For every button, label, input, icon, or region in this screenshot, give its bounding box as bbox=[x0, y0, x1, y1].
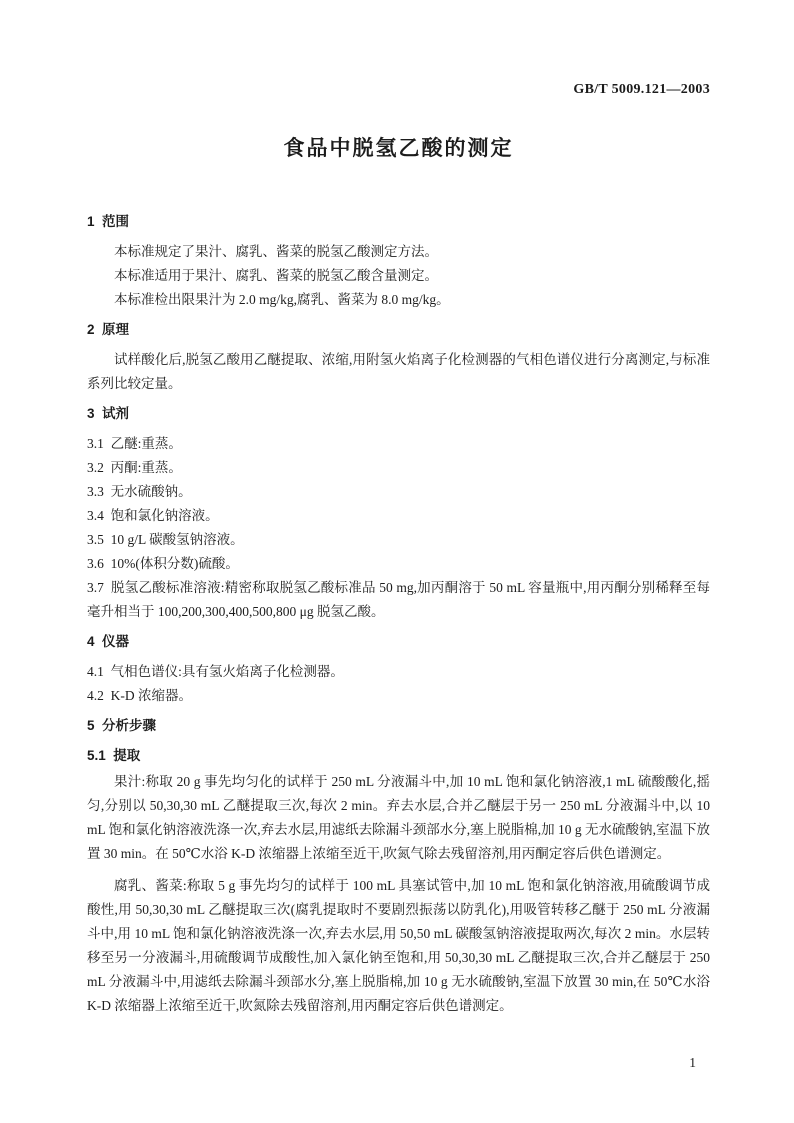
document-title: 食品中脱氢乙酸的测定 bbox=[283, 137, 514, 160]
clause: 4.1 气相色谱仪:具有氢火焰离子化检测器。 bbox=[87, 664, 344, 679]
section-apparatus bbox=[87, 630, 710, 708]
section-procedure bbox=[87, 714, 714, 1018]
paragraph: 本标准适用于果汁、腐乳、酱菜的脱氢乙酸含量测定。 bbox=[114, 268, 438, 283]
subsection-heading: 5.1 提取 bbox=[87, 748, 141, 763]
paragraph: 果汁:称取 20 g 事先均匀化的试样于 250 mL 分液漏斗中,加 10 mL 饱和氯化钠溶液,1 mL 硫酸酸化,摇匀,分别以 50,30,30 mL 乙醚提取三次,每次 2 min。弃去水层,合并乙醚层于另一 250 mL 分液漏斗中,以 10 mL 饱和氯化钠溶液洗涤一次,弃去水层,用滤纸去除漏斗颈部水分,塞上脱脂棉,加 10 g 无水硫酸钠,室温下放置 30 min。在 50℃水浴 K-D 浓缩器上浓缩至近干,吹氮气除去残留溶剂,用丙酮定容后供色谱测定。 bbox=[87, 774, 714, 861]
paragraph: 试样酸化后,脱氢乙酸用乙醚提取、浓缩,用附氢火焰离子化检测器的气相色谱仪进行分离测定,与标准系列比较定量。 bbox=[87, 352, 710, 391]
clause: 3.5 10 g/L 碳酸氢钠溶液。 bbox=[87, 532, 244, 547]
section-heading: 5 分析步骤 bbox=[87, 718, 157, 733]
section-scope bbox=[87, 210, 710, 312]
paragraph: 本标准规定了果汁、腐乳、酱菜的脱氢乙酸测定方法。 bbox=[114, 244, 438, 259]
document-header bbox=[87, 82, 710, 98]
section-heading: 4 仪器 bbox=[87, 634, 130, 649]
page-number: 1 bbox=[689, 1055, 696, 1070]
section-heading: 2 原理 bbox=[87, 322, 130, 337]
clause: 3.2 丙酮:重蒸。 bbox=[87, 460, 182, 475]
clause: 3.4 饱和氯化钠溶液。 bbox=[87, 508, 219, 523]
section-heading: 1 范围 bbox=[87, 214, 130, 229]
section-heading: 3 试剂 bbox=[87, 406, 130, 421]
standard-number: GB/T 5009.121—2003 bbox=[573, 82, 710, 97]
paragraph: 腐乳、酱菜:称取 5 g 事先均匀的试样于 100 mL 具塞试管中,加 10 mL 饱和氯化钠溶液,用硫酸调节成酸性,用 50,30,30 mL 乙醚提取三次(腐乳提取时不要剧烈振荡以防乳化),用吸管转移乙醚于 250 mL 分液漏斗中,用 10 mL 饱和氯化钠溶液洗涤一次,弃去水层,用 50,50 mL 碳酸氢钠溶液提取两次,每次 2 min。水层转移至另一分液漏斗,用硫酸调节成酸性,加入氯化钠至饱和,用 50,30,30 mL 乙醚提取三次,合并乙醚层于 250 mL 分液漏斗中,用滤纸去除漏斗颈部水分,塞上脱脂棉,加 10 g 无水硫酸钠,室温下放置 30 min,在 50℃水浴 K-D 浓缩器上浓缩至近干,吹氮除去残留溶剂,用丙酮定容后供色谱测定。 bbox=[87, 878, 714, 1013]
clause: 3.7 脱氢乙酸标准溶液:精密称取脱氢乙酸标准品 50 mg,加丙酮溶于 50 mL 容量瓶中,用丙酮分别稀释至每毫升相当于 100,200,300,400,500,800 μg 脱氢乙酸。 bbox=[87, 580, 710, 619]
paragraph: 本标准检出限果汁为 2.0 mg/kg,腐乳、酱菜为 8.0 mg/kg。 bbox=[114, 292, 450, 307]
section-principle bbox=[87, 318, 710, 396]
section-reagents bbox=[87, 402, 710, 624]
clause: 4.2 K-D 浓缩器。 bbox=[87, 688, 192, 703]
clause: 3.6 10%(体积分数)硫酸。 bbox=[87, 556, 239, 571]
clause: 3.1 乙醚:重蒸。 bbox=[87, 436, 182, 451]
clause: 3.3 无水硫酸钠。 bbox=[87, 484, 192, 499]
